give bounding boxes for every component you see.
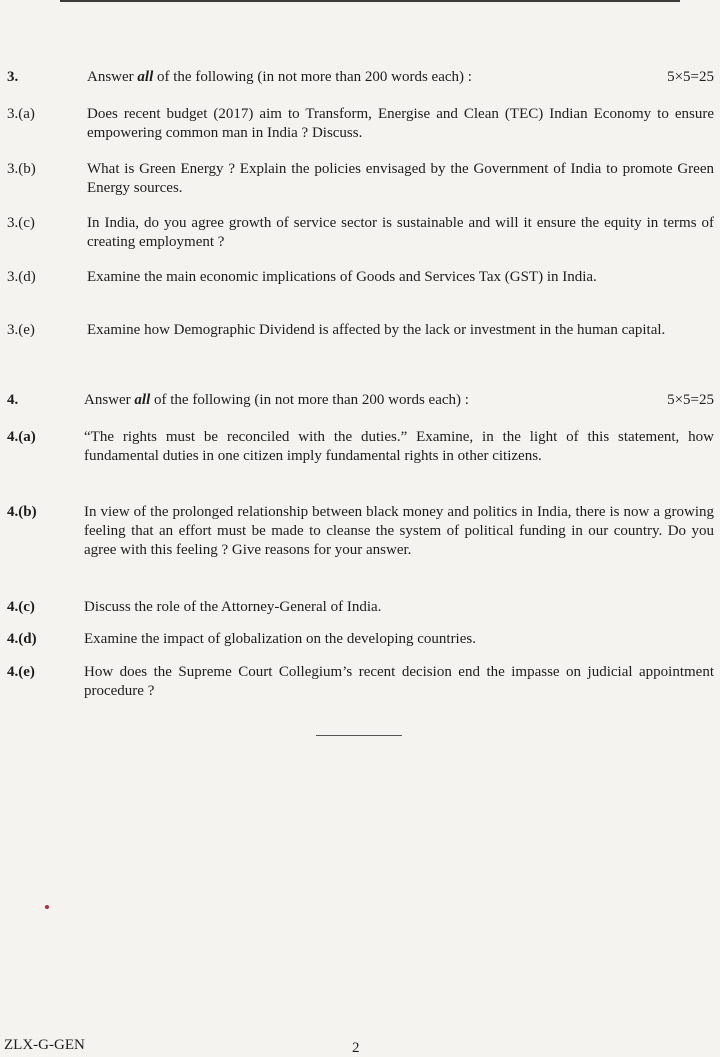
section-instruction [84, 391, 469, 410]
section-number: 4. [7, 392, 19, 408]
page-number: 2 [352, 1040, 360, 1056]
question-label: 4.(e) [7, 664, 35, 680]
instruction-emphasis: all [134, 392, 151, 408]
question-text: Does recent budget (2017) aim to Transform, Energise and Clean (TEC) Indian Economy to ensure empowering common man in India ? Discuss. [87, 106, 714, 141]
question-label: 4.(a) [7, 429, 36, 445]
instruction-text: of the following (in not more than 200 words each) : [153, 69, 472, 85]
question-text: In India, do you agree growth of service sector is sustainable and will it ensure the equity in terms of creating employment ? [87, 215, 714, 250]
question-label: 4.(d) [7, 631, 37, 647]
question-label: 4.(c) [7, 599, 35, 615]
section-instruction [87, 68, 472, 87]
paper-code: ZLX-G-GEN [4, 1037, 85, 1053]
top-border-line [60, 0, 680, 2]
question-text: Examine the main economic implications of Goods and Services Tax (GST) in India. [87, 269, 597, 285]
section-marks: 5×5=25 [667, 392, 714, 408]
question-text: Examine the impact of globalization on the developing countries. [84, 631, 476, 647]
question-text: “The rights must be reconciled with the duties.” Examine, in the light of this statement, how fundamental duties in one citizen imply fundamental rights in other citizens. [84, 429, 714, 464]
question-text: Discuss the role of the Attorney-General of India. [84, 599, 382, 615]
question-label: 3.(d) [7, 269, 36, 285]
instruction-text: Answer [84, 392, 135, 408]
question-text: Examine how Demographic Dividend is affected by the lack or investment in the human capital. [87, 322, 666, 338]
question-label: 4.(b) [7, 504, 37, 520]
section-number: 3. [7, 69, 19, 85]
ink-dot [45, 905, 49, 909]
question-label: 3.(e) [7, 322, 35, 338]
end-of-questions-rule [316, 735, 402, 736]
question-label: 3.(c) [7, 215, 35, 231]
question-label: 3.(a) [7, 106, 35, 122]
question-text: In view of the prolonged relationship between black money and politics in India, there is now a growing feeling that an effort must be made to cleanse the system of political funding in our country. Do you agree with this feeling ? Give reasons for your answer. [84, 504, 714, 558]
instruction-emphasis: all [137, 69, 154, 85]
question-text: How does the Supreme Court Collegium’s recent decision end the impasse on judicial appointment procedure ? [84, 664, 714, 699]
instruction-text: of the following (in not more than 200 words each) : [150, 392, 469, 408]
question-text: What is Green Energy ? Explain the policies envisaged by the Government of India to promote Green Energy sources. [87, 161, 714, 196]
question-label: 3.(b) [7, 161, 36, 177]
instruction-text: Answer [87, 69, 138, 85]
section-marks: 5×5=25 [667, 69, 714, 85]
